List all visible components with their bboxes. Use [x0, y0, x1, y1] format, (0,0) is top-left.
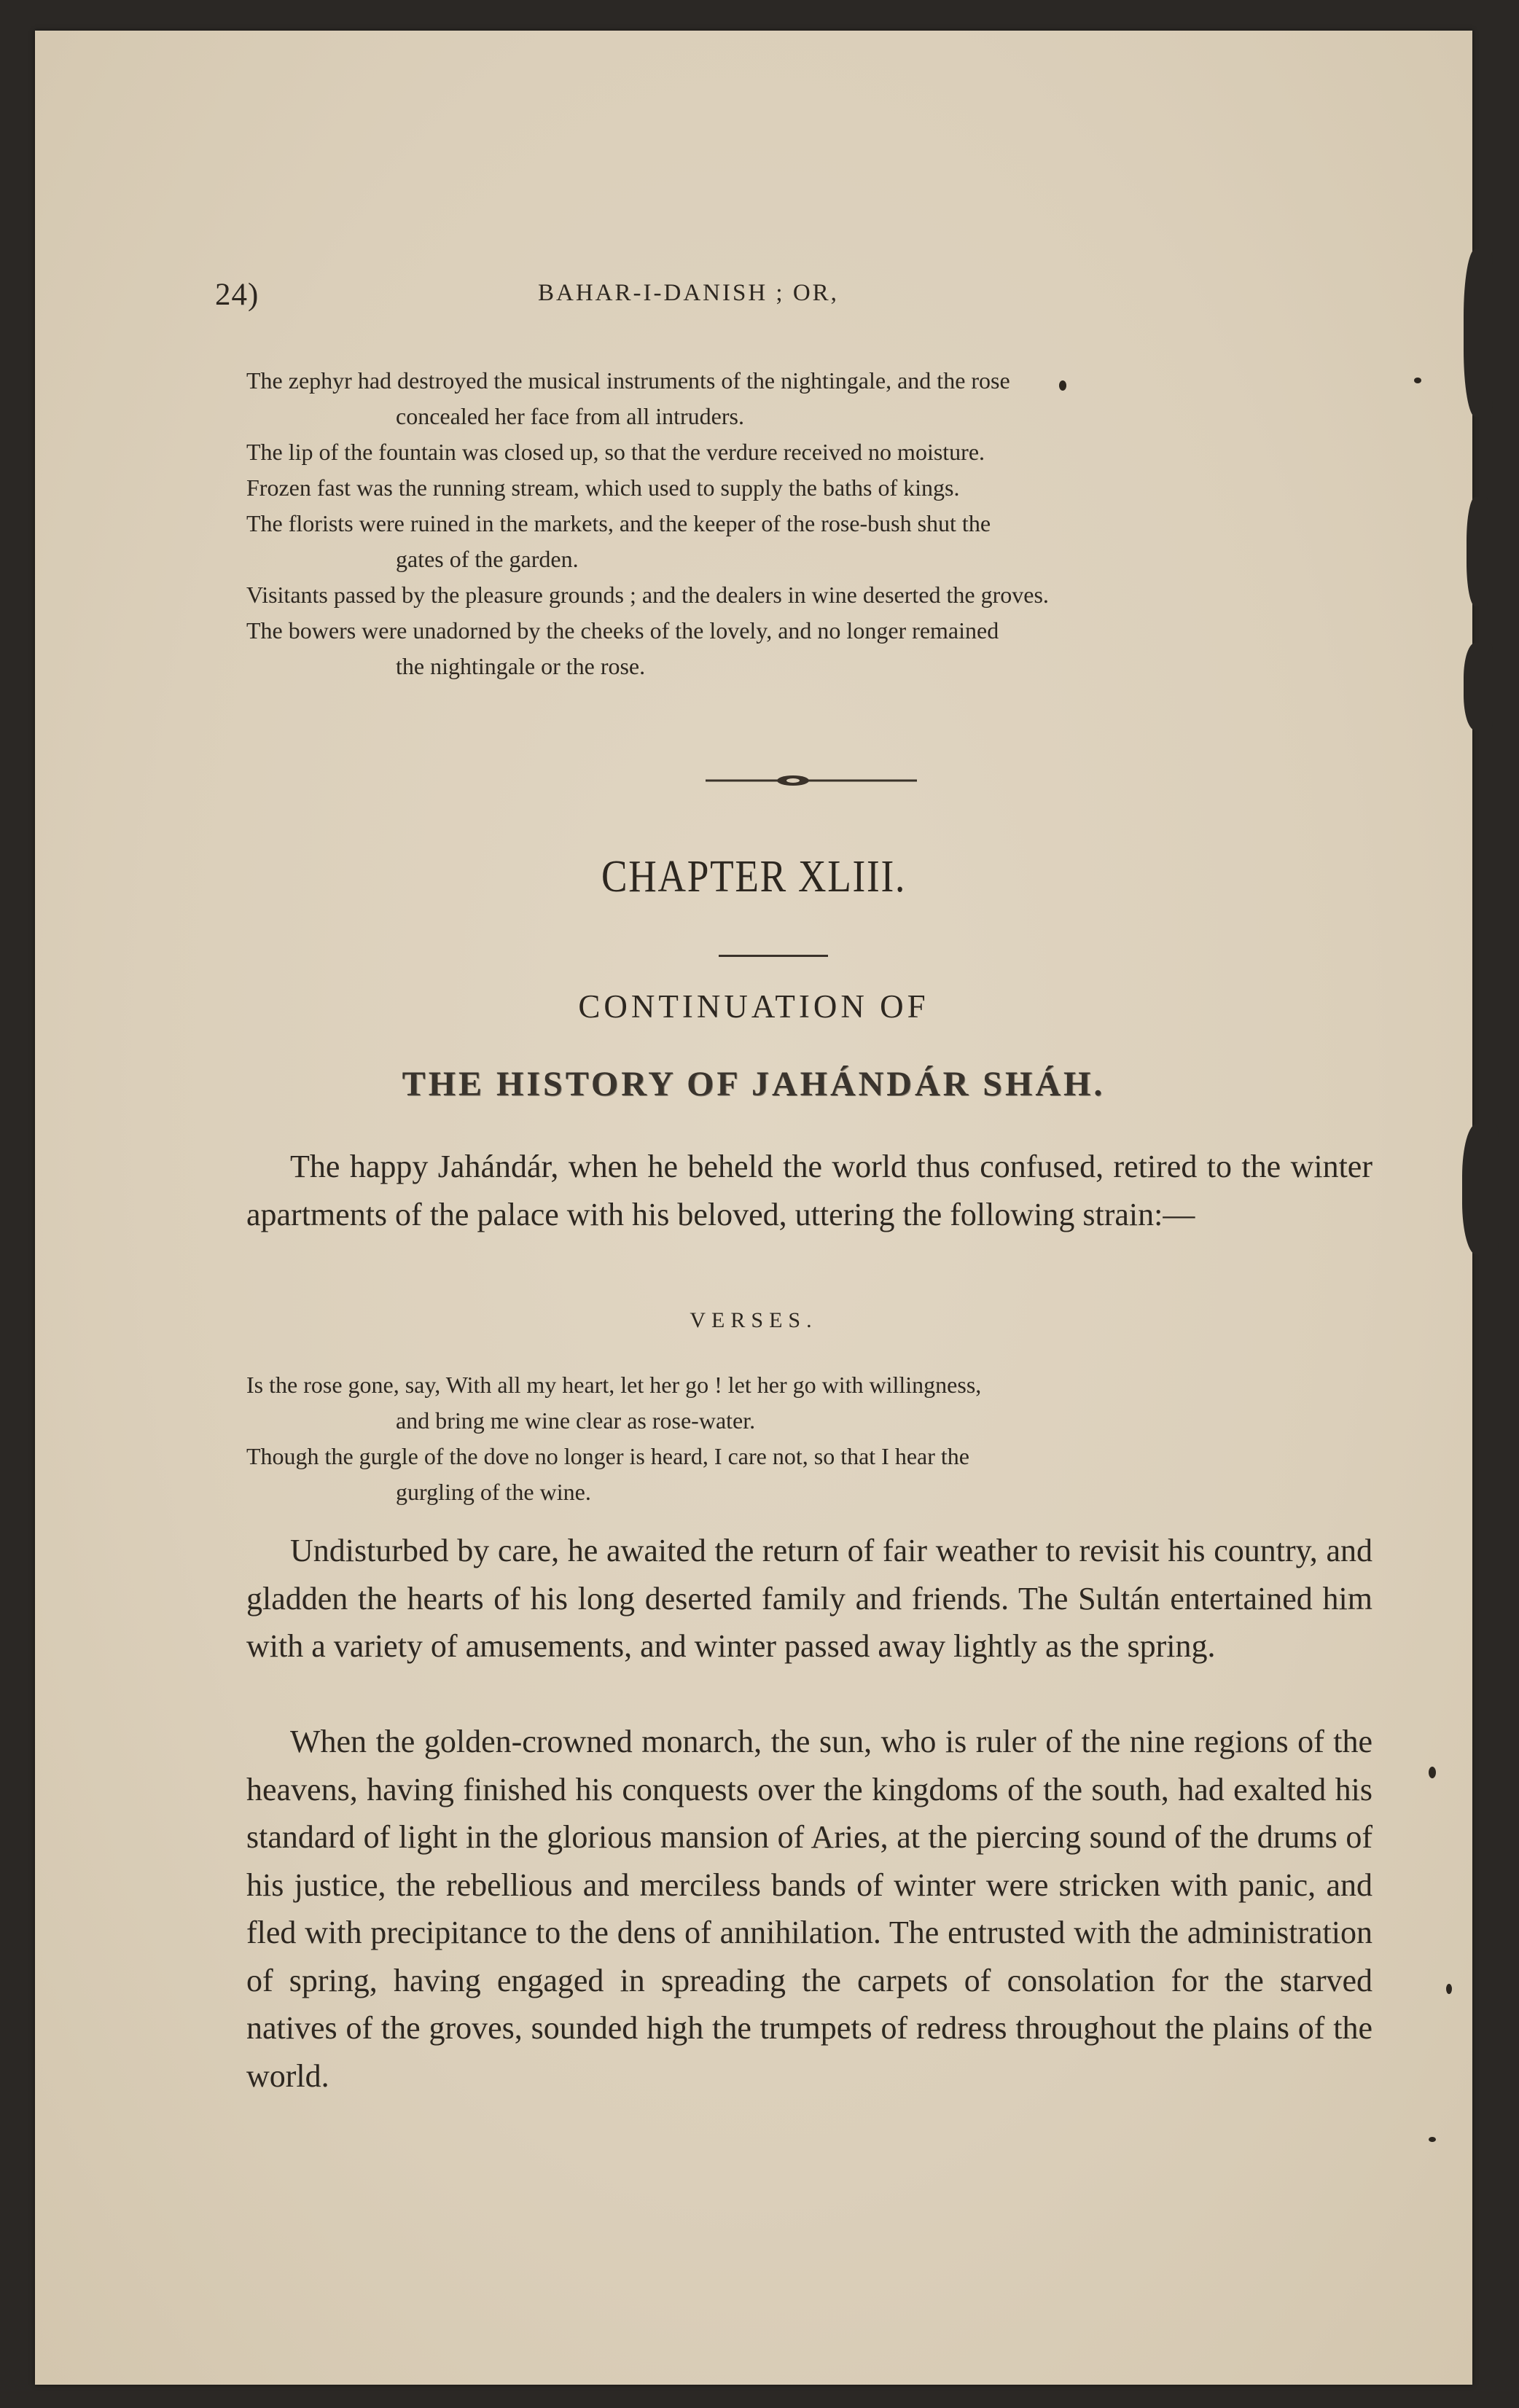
page-header — [35, 277, 1472, 313]
verse-line: The florists were ruined in the markets, and the keeper of the rose-bush shut the — [246, 510, 991, 536]
verse-line: Though the gurgle of the dove no longer is heard, I care not, so that I hear the — [246, 1443, 969, 1469]
paragraph — [246, 1527, 1372, 1670]
verses-heading: VERSES. — [690, 1308, 818, 1332]
page-number: 24) — [215, 278, 259, 312]
page-tear — [1464, 249, 1493, 417]
chapter-title: CHAPTER XLIII. — [601, 852, 907, 902]
ink-speck — [1446, 1984, 1452, 1994]
opening-verses — [246, 363, 1413, 684]
ornament-divider — [706, 770, 917, 791]
verse-continuation: the nightingale or the rose. — [396, 653, 646, 679]
verse-line: Visitants passed by the pleasure grounds ; and the dealers in wine deserted the groves. — [246, 582, 1049, 608]
verse-continuation: gates of the garden. — [396, 546, 579, 572]
verse-line: Frozen fast was the running stream, which used to supply the baths of kings. — [246, 474, 960, 501]
running-head: BAHAR-I-DANISH ; OR, — [538, 280, 839, 306]
ink-speck — [1429, 1767, 1436, 1778]
paragraph — [246, 1718, 1372, 2100]
book-page — [35, 31, 1472, 2385]
verse-continuation: gurgling of the wine. — [396, 1479, 591, 1505]
paragraph-text: The happy Jahándár, when he beheld the world thus confused, retired to the winter apartments of the palace with his beloved, uttering the following strain:— — [246, 1149, 1372, 1232]
ink-speck — [1414, 378, 1421, 383]
verse-continuation: concealed her face from all intruders. — [396, 403, 744, 429]
page-tear — [1467, 497, 1488, 606]
paragraph — [246, 1143, 1372, 1238]
paragraph-text: When the golden-crowned monarch, the sun, who is ruler of the nine regions of the heavens, having finished his conquests over the kingdoms of the south, had exalted his standard of light in the glorious mansion of Aries, at the piercing sound of the drums of his justice, the rebellious and merciless bands of winter were stricken with panic, and fled with precipitance to the dens of annihilation. The entrusted with the administration of spring, having engaged in spreading the carpets of consolation for the starved natives of the groves, sounded high the trumpets of redress throughout the plains of the world. — [246, 1724, 1372, 2094]
verse-line: The lip of the fountain was closed up, so that the verdure received no moisture. — [246, 439, 985, 465]
page-tear — [1462, 1124, 1499, 1255]
verse-line: Is the rose gone, say, With all my heart, let her go ! let her go with willingness, — [246, 1372, 982, 1398]
ink-speck — [1429, 2137, 1436, 2142]
continuation-heading: CONTINUATION OF — [578, 988, 929, 1025]
verses — [246, 1367, 1413, 1510]
page-tear — [1464, 643, 1493, 730]
chapter-rule — [719, 955, 828, 957]
verse-continuation: and bring me wine clear as rose-water. — [396, 1407, 756, 1434]
ink-speck — [1059, 380, 1066, 391]
history-heading: THE HISTORY OF JAHÁNDÁR SHÁH. — [402, 1065, 1106, 1103]
verse-line: The bowers were unadorned by the cheeks of the lovely, and no longer remained — [246, 617, 999, 644]
paragraph-text: Undisturbed by care, he awaited the return of fair weather to revisit his country, and gladden the hearts of his long deserted family and friends. The Sultán entertained him with a variety of amusements, and winter passed away lightly as the spring. — [246, 1533, 1372, 1664]
verse-line: The zephyr had destroyed the musical instruments of the nightingale, and the rose — [246, 367, 1010, 394]
